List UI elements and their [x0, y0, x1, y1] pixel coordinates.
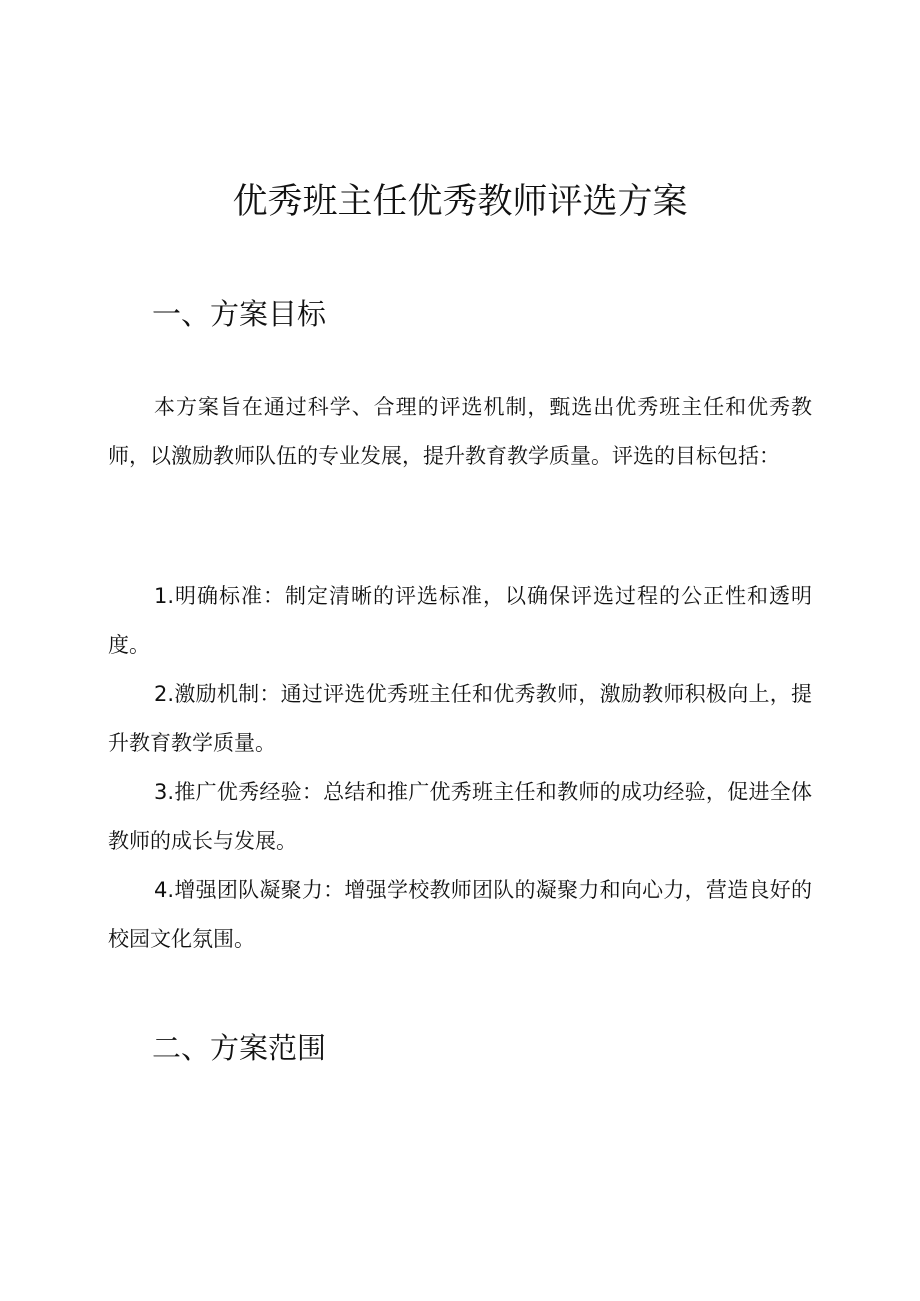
- document-title: 优秀班主任优秀教师评选方案: [232, 182, 688, 222]
- list-item-number: 4: [154, 878, 168, 902]
- section-intro-paragraph: 本方案旨在通过科学、合理的评选机制，甄选出优秀班主任和优秀教师，以激励教师队伍的专业发展，提升教育教学质量。评选的目标包括：: [108, 395, 812, 468]
- list-item-number: 3: [154, 780, 168, 804]
- list-item-text: .激励机制：通过评选优秀班主任和优秀教师，激励教师积极向上，提升教育教学质量。: [108, 682, 812, 755]
- list-item-number: 2: [154, 682, 168, 706]
- list-item-text: .推广优秀经验：总结和推广优秀班主任和教师的成功经验，促进全体教师的成长与发展。: [108, 780, 812, 853]
- list-item-text: .明确标准：制定清晰的评选标准，以确保评选过程的公正性和透明度。: [108, 584, 812, 657]
- list-item-text: .增强团队凝聚力：增强学校教师团队的凝聚力和向心力，营造良好的校园文化氛围。: [108, 878, 812, 951]
- section-heading-scope: 二、方案范围: [152, 1031, 327, 1065]
- list-item: [108, 670, 812, 768]
- section-heading-goals: 一、方案目标: [152, 297, 327, 331]
- list-item: [108, 866, 812, 964]
- list-item: [108, 768, 812, 866]
- list-item-number: 1: [154, 584, 168, 608]
- list-item: [108, 572, 812, 670]
